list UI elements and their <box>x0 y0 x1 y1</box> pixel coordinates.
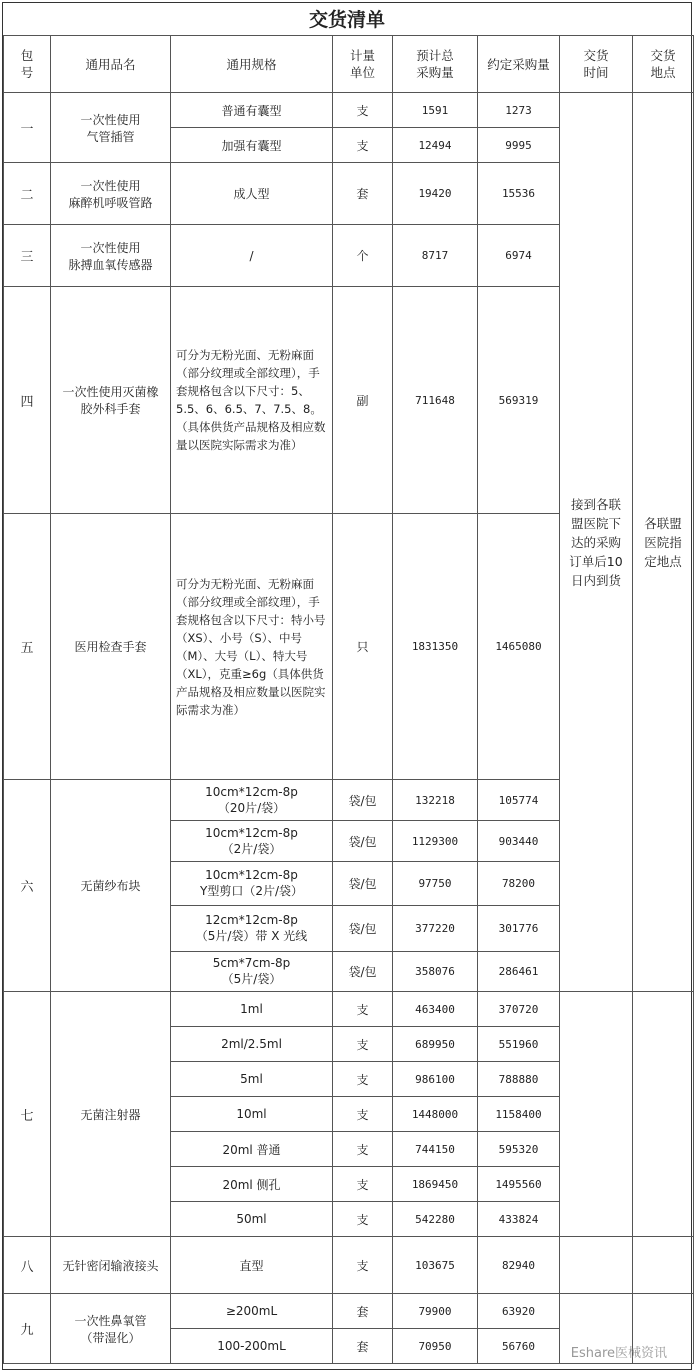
unit-cell: 支 <box>333 1027 393 1062</box>
agreed-qty-cell: 1465080 <box>478 514 560 780</box>
package-number: 一 <box>4 93 51 163</box>
spec-cell: 5ml <box>171 1062 333 1097</box>
agreed-qty-cell: 56760 <box>478 1329 560 1364</box>
package-number: 八 <box>4 1237 51 1294</box>
delivery-place-cell <box>633 1237 694 1294</box>
unit-cell: 袋/包 <box>333 780 393 821</box>
spec-cell: 50ml <box>171 1202 333 1237</box>
header-delivery-place: 交货 地点 <box>633 36 694 93</box>
product-name: 一次性使用灭菌橡 胶外科手套 <box>51 287 171 514</box>
unit-cell: 套 <box>333 1329 393 1364</box>
unit-cell: 支 <box>333 1062 393 1097</box>
estimated-qty-cell: 8717 <box>393 225 478 287</box>
estimated-qty-cell: 103675 <box>393 1237 478 1294</box>
package-number: 九 <box>4 1294 51 1364</box>
estimated-qty-cell: 542280 <box>393 1202 478 1237</box>
estimated-qty-cell: 97750 <box>393 862 478 906</box>
unit-cell: 支 <box>333 1132 393 1167</box>
spec-cell: / <box>171 225 333 287</box>
estimated-qty-cell: 1831350 <box>393 514 478 780</box>
header-delivery-time: 交货 时间 <box>560 36 633 93</box>
header-unit: 计量 单位 <box>333 36 393 93</box>
table-row <box>4 992 694 1027</box>
unit-cell: 个 <box>333 225 393 287</box>
delivery-time-cell <box>560 992 633 1237</box>
estimated-qty-cell: 358076 <box>393 952 478 992</box>
estimated-qty-cell: 744150 <box>393 1132 478 1167</box>
agreed-qty-cell: 595320 <box>478 1132 560 1167</box>
estimated-qty-cell: 689950 <box>393 1027 478 1062</box>
product-name: 无针密闭输液接头 <box>51 1237 171 1294</box>
spec-cell: 100-200mL <box>171 1329 333 1364</box>
package-number: 六 <box>4 780 51 992</box>
delivery-time-cell: 接到各联盟医院下达的采购订单后10 日内到货 <box>560 93 633 992</box>
header-estimated-qty: 预计总 采购量 <box>393 36 478 93</box>
spec-cell: 可分为无粉光面、无粉麻面（部分纹理或全部纹理），手套规格包含以下尺寸：特小号（XS）、小号（S）、中号（M）、大号（L）、特大号（XL），克重≥6g（具体供货产品规格及相应数量以医院实际需求为准） <box>171 514 333 780</box>
spec-cell: 10cm*12cm-8p Y型剪口（2片/袋） <box>171 862 333 906</box>
estimated-qty-cell: 79900 <box>393 1294 478 1329</box>
header-spec: 通用规格 <box>171 36 333 93</box>
spec-cell: 10cm*12cm-8p （20片/袋） <box>171 780 333 821</box>
package-number: 五 <box>4 514 51 780</box>
spec-cell: 10ml <box>171 1097 333 1132</box>
spec-cell: 20ml 普通 <box>171 1132 333 1167</box>
agreed-qty-cell: 569319 <box>478 287 560 514</box>
unit-cell: 支 <box>333 1202 393 1237</box>
delivery-list-page <box>2 2 692 1370</box>
agreed-qty-cell: 301776 <box>478 906 560 952</box>
unit-cell: 袋/包 <box>333 952 393 992</box>
agreed-qty-cell: 15536 <box>478 163 560 225</box>
product-name: 医用检查手套 <box>51 514 171 780</box>
delivery-place-cell <box>633 992 694 1237</box>
agreed-qty-cell: 63920 <box>478 1294 560 1329</box>
table-row <box>4 93 694 128</box>
agreed-qty-cell: 370720 <box>478 992 560 1027</box>
estimated-qty-cell: 463400 <box>393 992 478 1027</box>
estimated-qty-cell: 132218 <box>393 780 478 821</box>
unit-cell: 支 <box>333 992 393 1027</box>
estimated-qty-cell: 70950 <box>393 1329 478 1364</box>
spec-cell: 普通有囊型 <box>171 93 333 128</box>
unit-cell: 支 <box>333 1097 393 1132</box>
watermark: Eshare医械资讯 <box>570 1346 667 1361</box>
delivery-place-cell: 各联盟医院指定地点 <box>633 93 694 992</box>
estimated-qty-cell: 986100 <box>393 1062 478 1097</box>
product-name: 一次性使用 脉搏血氧传感器 <box>51 225 171 287</box>
unit-cell: 袋/包 <box>333 821 393 862</box>
package-number: 四 <box>4 287 51 514</box>
spec-cell: 直型 <box>171 1237 333 1294</box>
spec-cell: 成人型 <box>171 163 333 225</box>
agreed-qty-cell: 551960 <box>478 1027 560 1062</box>
header-product-name: 通用品名 <box>51 36 171 93</box>
unit-cell: 袋/包 <box>333 862 393 906</box>
header-package-no: 包 号 <box>4 36 51 93</box>
page-title: 交货清单 <box>308 9 385 31</box>
unit-cell: 袋/包 <box>333 906 393 952</box>
spec-cell: 12cm*12cm-8p （5片/袋）带 X 光线 <box>171 906 333 952</box>
package-number: 七 <box>4 992 51 1237</box>
agreed-qty-cell: 433824 <box>478 1202 560 1237</box>
agreed-qty-cell: 286461 <box>478 952 560 992</box>
product-name: 一次性使用 麻醉机呼吸管路 <box>51 163 171 225</box>
unit-cell: 套 <box>333 1294 393 1329</box>
table-row <box>4 1294 694 1329</box>
spec-cell: ≥200mL <box>171 1294 333 1329</box>
unit-cell: 支 <box>333 93 393 128</box>
spec-cell: 10cm*12cm-8p （2片/袋） <box>171 821 333 862</box>
delivery-time-cell <box>560 1237 633 1294</box>
estimated-qty-cell: 711648 <box>393 287 478 514</box>
estimated-qty-cell: 12494 <box>393 128 478 163</box>
agreed-qty-cell: 9995 <box>478 128 560 163</box>
estimated-qty-cell: 1591 <box>393 93 478 128</box>
unit-cell: 支 <box>333 1167 393 1202</box>
table-row <box>4 1237 694 1294</box>
agreed-qty-cell: 788880 <box>478 1062 560 1097</box>
agreed-qty-cell: 6974 <box>478 225 560 287</box>
estimated-qty-cell: 1869450 <box>393 1167 478 1202</box>
agreed-qty-cell: 105774 <box>478 780 560 821</box>
spec-cell: 2ml/2.5ml <box>171 1027 333 1062</box>
estimated-qty-cell: 1129300 <box>393 821 478 862</box>
agreed-qty-cell: 1158400 <box>478 1097 560 1132</box>
header-row <box>4 36 694 93</box>
product-name: 一次性鼻氧管 （带湿化） <box>51 1294 171 1364</box>
spec-cell: 20ml 侧孔 <box>171 1167 333 1202</box>
estimated-qty-cell: 19420 <box>393 163 478 225</box>
package-number: 二 <box>4 163 51 225</box>
unit-cell: 支 <box>333 1237 393 1294</box>
agreed-qty-cell: 82940 <box>478 1237 560 1294</box>
header-agreed-qty: 约定采购量 <box>478 36 560 93</box>
spec-cell: 1ml <box>171 992 333 1027</box>
unit-cell: 副 <box>333 287 393 514</box>
unit-cell: 支 <box>333 128 393 163</box>
unit-cell: 套 <box>333 163 393 225</box>
agreed-qty-cell: 78200 <box>478 862 560 906</box>
spec-cell: 5cm*7cm-8p （5片/袋） <box>171 952 333 992</box>
spec-cell: 加强有囊型 <box>171 128 333 163</box>
agreed-qty-cell: 1273 <box>478 93 560 128</box>
agreed-qty-cell: 1495560 <box>478 1167 560 1202</box>
package-number: 三 <box>4 225 51 287</box>
estimated-qty-cell: 377220 <box>393 906 478 952</box>
spec-cell: 可分为无粉光面、无粉麻面（部分纹理或全部纹理），手套规格包含以下尺寸：5、5.5、6、6.5、7、7.5、8。（具体供货产品规格及相应数量以医院实际需求为准） <box>171 287 333 514</box>
delivery-table <box>3 35 694 1364</box>
estimated-qty-cell: 1448000 <box>393 1097 478 1132</box>
agreed-qty-cell: 903440 <box>478 821 560 862</box>
product-name: 一次性使用 气管插管 <box>51 93 171 163</box>
table-body <box>4 93 694 1364</box>
product-name: 无菌纱布块 <box>51 780 171 992</box>
unit-cell: 只 <box>333 514 393 780</box>
product-name: 无菌注射器 <box>51 992 171 1237</box>
